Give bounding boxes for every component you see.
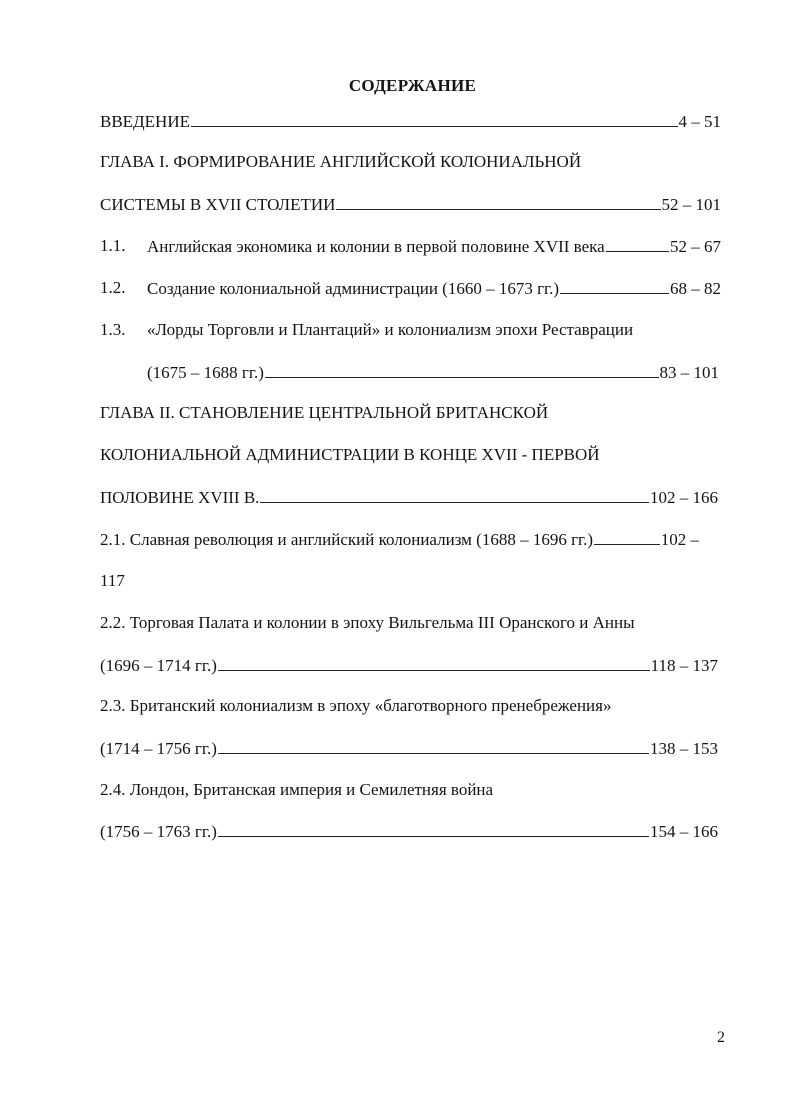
section-number: 1.1. [100,236,126,255]
toc-entry-2-4 [100,820,718,842]
toc-entry-chapter-2 [100,486,718,508]
toc-entry-pages: 52 – 101 [661,195,721,214]
toc-entry-pages: 118 – 137 [650,656,718,675]
section-number: 1.2. [100,278,126,297]
toc-entry-pages: 68 – 82 [670,279,721,298]
leader-line [265,361,659,378]
section-2-2-title-line-1: 2.2. Торговая Палата и колонии в эпоху Вильгельма III Оранского и Анны [100,613,635,632]
toc-entry-label: Создание колониальной администрации (1660 – 1673 гг.) [147,279,560,298]
toc-entry-pages: 138 – 153 [650,739,718,758]
toc-entry-label: (1675 – 1688 гг.) [147,363,264,382]
section-number: 1.3. [100,320,126,339]
toc-entry-pages: 83 – 101 [659,363,719,382]
toc-entry-label: (1714 – 1756 гг.) [100,739,217,758]
toc-entry-pages-continued: 117 [100,571,125,590]
toc-entry-intro [100,110,721,132]
toc-entry-label: 2.1. Славная революция и английский колониализм (1688 – 1696 гг.) [100,530,594,549]
toc-entry-pages: 52 – 67 [670,237,721,256]
toc-entry-1-1 [147,235,721,257]
leader-line [336,193,660,210]
toc-title: СОДЕРЖАНИЕ [348,76,477,95]
leader-line [606,235,669,252]
toc-entry-chapter-1 [100,193,721,215]
page-number: 2 [717,1029,725,1046]
chapter-2-title-line-2: КОЛОНИАЛЬНОЙ АДМИНИСТРАЦИИ В КОНЦЕ XVII - ПЕРВОЙ [100,445,600,464]
section-1-3-title-line-1: «Лорды Торговли и Плантаций» и колониализм эпохи Реставрации [147,320,634,339]
toc-entry-label: Английская экономика и колонии в первой половине XVII века [147,237,605,256]
toc-entry-pages: 102 – [660,530,699,549]
leader-line [218,654,650,671]
toc-entry-pages: 154 – 166 [650,822,718,841]
toc-entry-2-1 [100,528,699,550]
chapter-2-title-line-1: ГЛАВА II. СТАНОВЛЕНИЕ ЦЕНТРАЛЬНОЙ БРИТАНСКОЙ [100,403,549,422]
leader-line [594,528,660,545]
leader-line [191,110,678,127]
toc-entry-1-2 [147,277,721,299]
toc-entry-label: (1696 – 1714 гг.) [100,656,217,675]
toc-entry-label: (1756 – 1763 гг.) [100,822,217,841]
toc-entry-1-3 [147,361,719,383]
leader-line [218,737,649,754]
toc-entry-2-2 [100,654,718,676]
section-2-3-title-line-1: 2.3. Британский колониализм в эпоху «благотворного пренебрежения» [100,696,612,715]
toc-entry-pages: 102 – 166 [650,488,718,507]
toc-entry-label: ПОЛОВИНЕ XVIII В. [100,488,260,507]
toc-entry-2-3 [100,737,718,759]
toc-entry-label: ВВЕДЕНИЕ [100,112,190,131]
toc-entry-label: СИСТЕМЫ В XVII СТОЛЕТИИ [100,195,336,214]
leader-line [560,277,669,294]
leader-line [218,820,649,837]
leader-line [260,486,649,503]
section-2-4-title-line-1: 2.4. Лондон, Британская империя и Семилетняя война [100,780,494,799]
chapter-1-title-line-1: ГЛАВА I. ФОРМИРОВАНИЕ АНГЛИЙСКОЙ КОЛОНИАЛЬНОЙ [100,152,582,171]
toc-entry-pages: 4 – 51 [678,112,721,131]
